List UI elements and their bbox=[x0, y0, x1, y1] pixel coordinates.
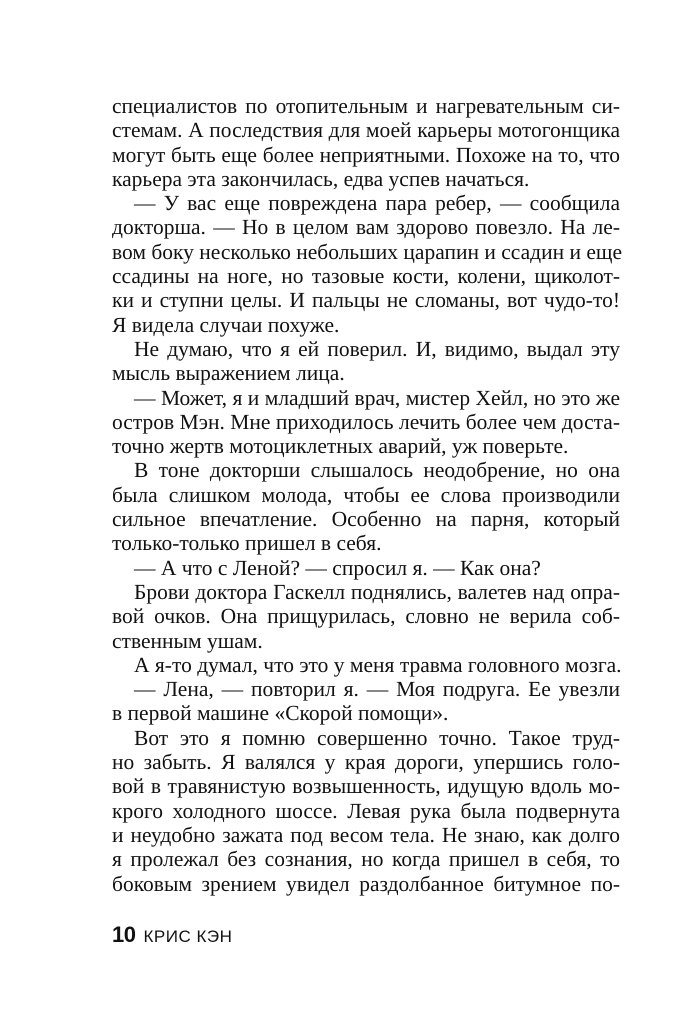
text-line: докторша. — Но в целом вам здорово повезло. На ле- bbox=[112, 215, 620, 240]
text-line: В тоне докторши слышалось неодобрение, но она bbox=[134, 458, 620, 483]
text-line: могут быть еще более неприятными. Похоже на то, что bbox=[112, 142, 620, 167]
text-line: но забыть. Я валялся у края дороги, упершись голо- bbox=[112, 750, 620, 775]
text-line: остров Мэн. Мне приходилось лечить более чем доста- bbox=[112, 409, 620, 434]
text-line: крого холодного шоссе. Левая рука была подвернута bbox=[112, 798, 620, 823]
text-line: стемам. А последствия для моей карьеры мотогонщика bbox=[112, 118, 620, 143]
body-text bbox=[112, 94, 620, 896]
page-footer bbox=[112, 922, 232, 950]
text-line: — У вас еще повреждена пара ребер, — сообщила bbox=[134, 191, 620, 216]
page-number: 10 bbox=[112, 922, 136, 947]
text-line: точно жертв мотоциклетных аварий, уж поверьте. bbox=[112, 434, 569, 459]
text-line: в первой машине «Скорой помощи». bbox=[112, 701, 449, 726]
text-line: Не думаю, что я ей поверил. И, видимо, выдал эту bbox=[134, 336, 620, 361]
text-line: Вот это я помню совершенно точно. Такое труд- bbox=[134, 725, 620, 750]
text-line: сильное впечатление. Особенно на парня, который bbox=[112, 507, 620, 532]
text-line: была слишком молода, чтобы ее слова производили bbox=[112, 482, 620, 507]
text-line: — Может, я и младший врач, мистер Хейл, но это же bbox=[134, 385, 620, 410]
text-line: ссадины на ноге, но тазовые кости, колени, щиколот- bbox=[112, 264, 620, 289]
text-line: Я видела случаи похуже. bbox=[112, 312, 340, 337]
text-line: — Лена, — повторил я. — Моя подруга. Ее увезли bbox=[134, 677, 620, 702]
text-line: А я-то думал, что это у меня травма головного мозга. bbox=[134, 652, 622, 677]
text-line: вой очков. Она прищурилась, словно не верила соб- bbox=[112, 604, 620, 629]
text-line: только-только пришел в себя. bbox=[112, 531, 382, 556]
text-line: карьера эта закончилась, едва успев начаться. bbox=[112, 166, 530, 191]
text-line: вой в травянистую возвышенность, идущую вдоль мо- bbox=[112, 774, 620, 799]
text-line: я пролежал без сознания, но когда пришел в себя, то bbox=[112, 847, 620, 872]
text-line: ки и ступни целы. И пальцы не сломаны, вот чудо-то! bbox=[112, 288, 620, 313]
running-head-author: КРИС КЭН bbox=[143, 927, 233, 946]
text-line: боковым зрением увидел раздолбанное битумное по- bbox=[112, 871, 620, 896]
text-line: Брови доктора Гаскелл поднялись, валетев над опра- bbox=[134, 579, 620, 604]
text-line: ственным ушам. bbox=[112, 628, 263, 653]
text-line: — А что с Леной? — спросил я. — Как она? bbox=[134, 555, 541, 580]
text-line: специалистов по отопительным и нагревательным си- bbox=[112, 94, 620, 118]
text-line: и неудобно зажата под весом тела. Не знаю, как долго bbox=[112, 822, 620, 847]
text-line: мысль выражением лица. bbox=[112, 361, 345, 386]
text-line: вом боку несколько небольших царапин и ссадин и еще bbox=[112, 239, 622, 264]
